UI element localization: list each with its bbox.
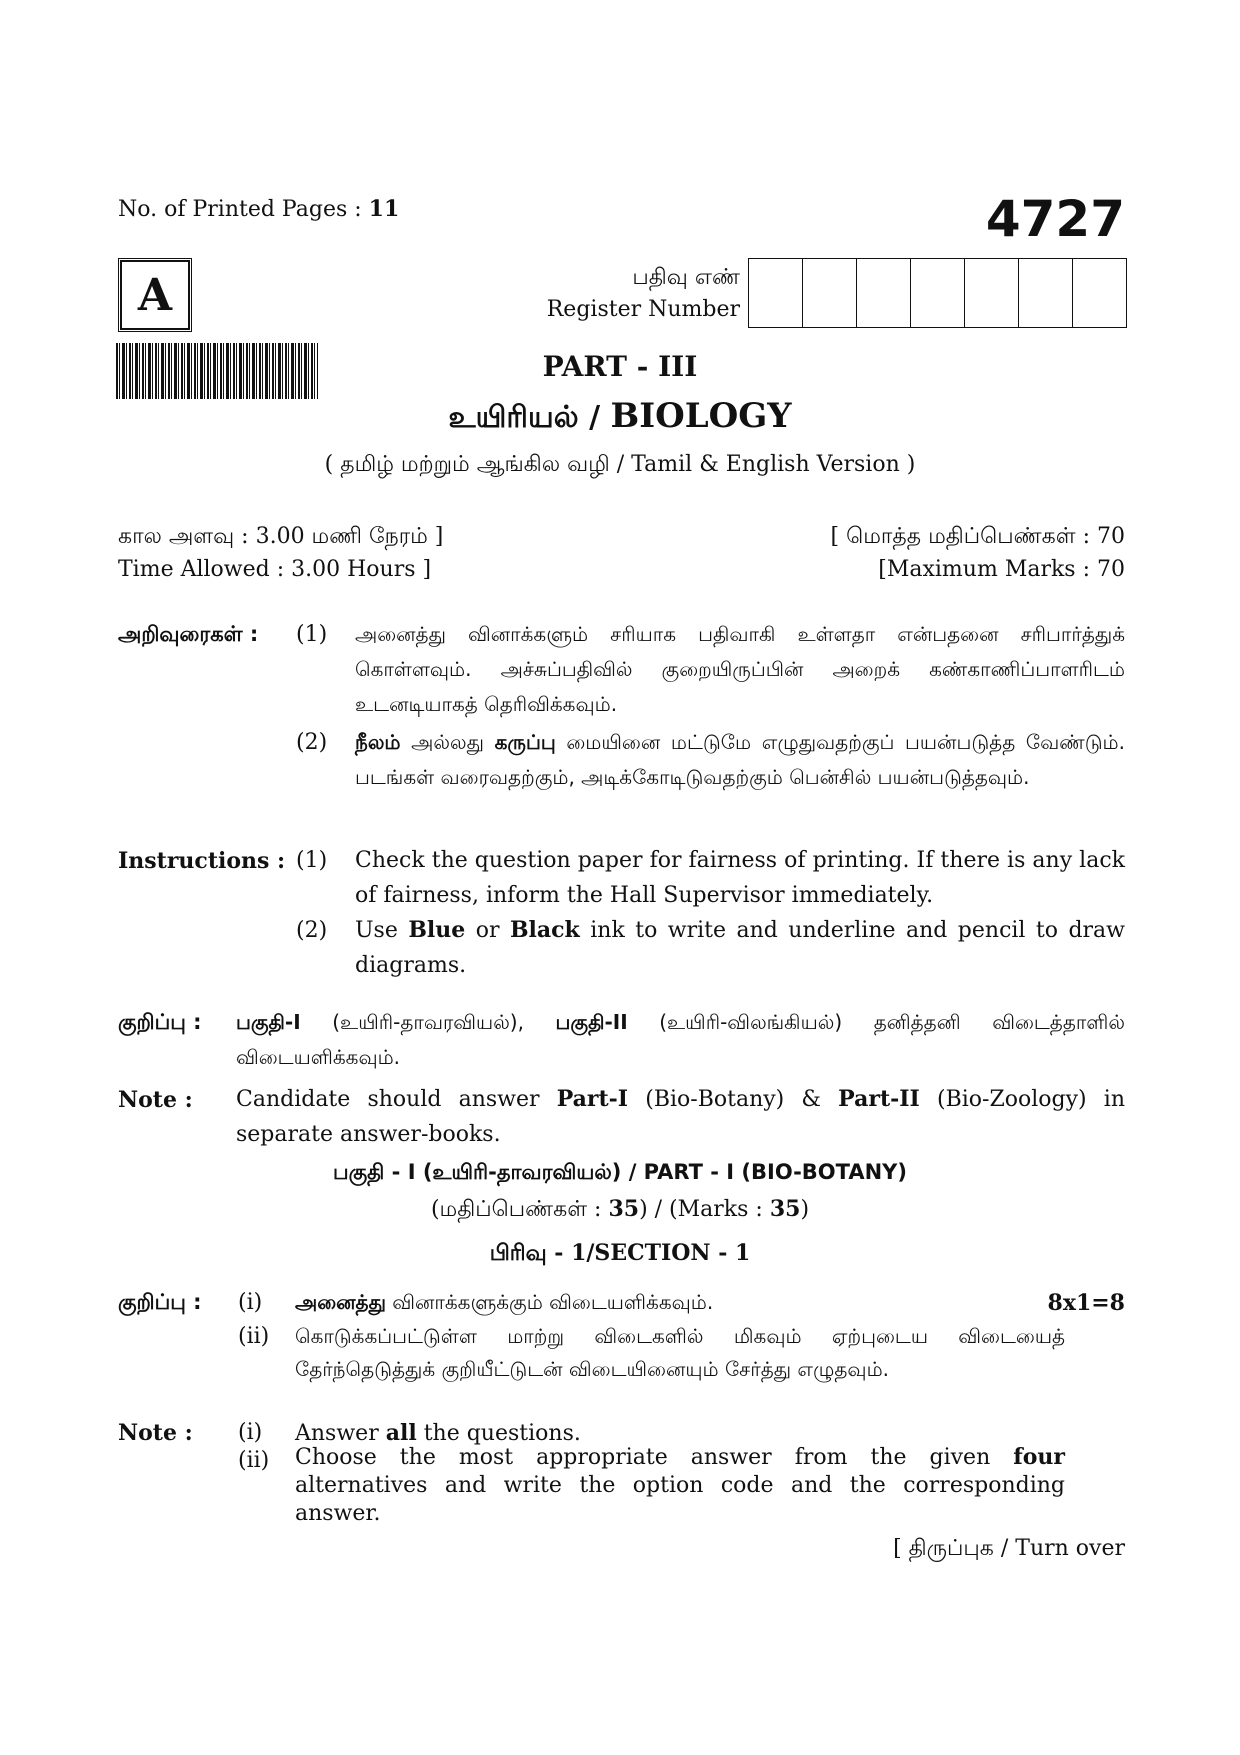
note-tamil-text-b: (உயிரி-விலங்கியல்) தனித்தனி விடைத்தாளில் விடையளிக்கவும். [236, 1010, 1126, 1069]
note-english-text-a: Candidate should answer [236, 1087, 557, 1112]
section-note-english-text-1b: the questions. [416, 1421, 581, 1446]
register-number-grid[interactable] [748, 258, 1127, 328]
blue-word-tamil: நீலம் [355, 730, 401, 754]
instruction-english-number-2: (2) [296, 918, 328, 943]
note-english-text-c: (Bio-Zoology) in separate answer-books. [236, 1087, 1125, 1147]
section-note-tamil-all: அனைத்து [295, 1290, 386, 1314]
section-note-english-text-2b: alternatives and write the option code and the corresponding answer. [295, 1473, 1065, 1526]
instruction-english-text-2b: or [465, 918, 510, 943]
instruction-tamil-text-2a: அல்லது [400, 730, 495, 754]
section-note-tamil-text-1 [295, 1290, 713, 1314]
section-note-tamil-num-1: (i) [238, 1290, 263, 1315]
register-digit-box[interactable] [803, 259, 857, 327]
part-title: PART - III [542, 350, 698, 383]
section-note-english-num-1: (i) [238, 1420, 263, 1445]
part-one-marks-b: ) / (Marks : [639, 1197, 770, 1222]
part-one-marks-c: ) [800, 1197, 810, 1222]
register-label-english: Register Number [546, 297, 740, 322]
note-tamil-part1: பகுதி- [236, 1010, 294, 1034]
section-note-english-four: four [1013, 1444, 1065, 1470]
turn-over: [ திருப்புக / Turn over [893, 1536, 1125, 1561]
note-tamil-text-a: (உயிரி-தாவரவியல்), [300, 1010, 556, 1034]
section-heading: பிரிவு - 1/SECTION - 1 [489, 1240, 751, 1266]
section-note-english-text-1a: Answer [295, 1421, 386, 1446]
register-digit-box[interactable] [1019, 259, 1073, 327]
series-letter-box: A [120, 260, 190, 330]
part-one-marks-a: (மதிப்பெண்கள் : [430, 1197, 609, 1222]
time-allowed [118, 520, 443, 586]
section-note-tamil-num-2: (ii) [238, 1324, 270, 1349]
instruction-english-text-2c: ink to write and underline and pencil to draw diagrams. [355, 918, 1126, 978]
instruction-tamil-text-1: அனைத்து வினாக்களும் சரியாக பதிவாகி உள்ளதா என்பதனை சரிபார்த்துக் கொள்ளவும். அச்சுப்பதிவில் குறையிருப்பின் அறைக் கண்காணிப்பாளரிடம் உடனடியாகத் தெரிவிக்கவும். [355, 622, 1125, 716]
register-digit-box[interactable] [911, 259, 965, 327]
section-note-english-text-2a: Choose the most appropriate answer from the given [295, 1445, 1014, 1470]
section-note-tamil-text-1a: வினாக்களுக்கும் விடையளிக்கவும். [385, 1290, 714, 1314]
subject-title-english: BIOLOGY [610, 396, 792, 436]
instruction-tamil-text-2b: மையினை மட்டுமே எழுதுவதற்குப் பயன்படுத்த வேண்டும். படங்கள் வரைவதற்கும், அடிக்கோடிடுவதற்கும் பென்சில் பயன்படுத்தவும். [355, 730, 1125, 789]
part-one-marks-value-tamil: 35 [608, 1196, 640, 1222]
blue-word: Blue [408, 917, 466, 943]
note-tamil-part2: பகுதி- [555, 1010, 613, 1034]
note-tamil-text [236, 1005, 1125, 1075]
section-note-tamil-text-2: கொடுக்கப்பட்டுள்ள மாற்று விடைகளில் மிகவும் ஏற்புடைய விடையைத் தேர்ந்தெடுத்துக் குறியீட்டுடன் விடையினையும் சேர்த்து எழுதவும். [295, 1324, 1065, 1381]
register-label-tamil: பதிவு எண் [632, 265, 740, 290]
version-line: ( தமிழ் மற்றும் ஆங்கில வழி / Tamil & English Version ) [324, 452, 916, 477]
note-tamil-label: குறிப்பு : [118, 1010, 202, 1034]
part-one-heading: பகுதி - I (உயிரி-தாவரவியல்) / PART - I (BIO-BOTANY) [333, 1160, 907, 1184]
printed-pages-value: 11 [368, 196, 400, 222]
instruction-english-text-2 [355, 913, 1125, 983]
register-digit-box[interactable] [1073, 259, 1126, 327]
register-label [547, 262, 740, 326]
note-tamil-part2-num: II [612, 1010, 628, 1034]
instruction-tamil-number-2: (2) [296, 730, 328, 755]
section-score: 8x1=8 [1047, 1290, 1125, 1316]
instruction-english-number-1: (1) [296, 848, 328, 873]
printed-pages-label: No. of Printed Pages : [118, 197, 369, 222]
note-tamil-part1-num: I [293, 1010, 301, 1034]
instruction-tamil-text-2 [355, 725, 1125, 795]
instruction-tamil-number-1: (1) [296, 622, 328, 647]
section-note-english-label: Note : [118, 1420, 193, 1446]
black-word: Black [509, 917, 580, 943]
part-one-marks-value-english: 35 [769, 1196, 801, 1222]
time-allowed-tamil: கால அளவு : 3.00 மணி நேரம் ] [118, 524, 444, 549]
note-english-label: Note : [118, 1087, 193, 1113]
instruction-english-text-1: Check the question paper for fairness of printing. If there is any lack of fairness, inform the Hall Supervisor immediately. [355, 848, 1125, 908]
black-word-tamil: கருப்பு [494, 730, 556, 754]
maximum-marks [831, 520, 1125, 586]
maximum-marks-tamil: [ மொத்த மதிப்பெண்கள் : 70 [830, 524, 1125, 549]
subject-title-tamil: உயிரியல் / [448, 400, 611, 435]
time-allowed-english: Time Allowed : 3.00 Hours ] [118, 557, 432, 582]
maximum-marks-english: [Maximum Marks : 70 [878, 557, 1125, 582]
register-digit-box[interactable] [965, 259, 1019, 327]
section-note-english-num-2: (ii) [238, 1448, 270, 1473]
printed-pages-line [118, 196, 399, 223]
section-note-english-text-2 [295, 1443, 1065, 1528]
part-one-marks [0, 1196, 1240, 1223]
note-english-text-b: (Bio-Botany) & [628, 1087, 839, 1112]
register-digit-box[interactable] [857, 259, 911, 327]
note-english-part-2: Part-II [838, 1086, 920, 1112]
instructions-english-label: Instructions : [118, 848, 286, 874]
instructions-tamil-label: அறிவுரைகள் : [118, 622, 259, 646]
section-note-tamil-label: குறிப்பு : [118, 1290, 202, 1314]
note-english-text [236, 1082, 1125, 1152]
note-english-part-1: Part-I [556, 1086, 629, 1112]
subject-title [0, 396, 1240, 439]
paper-code: 4727 [985, 190, 1125, 248]
section-note-english-all: all [385, 1420, 417, 1446]
register-digit-box[interactable] [749, 259, 803, 327]
instruction-english-text-2a: Use [355, 918, 409, 943]
